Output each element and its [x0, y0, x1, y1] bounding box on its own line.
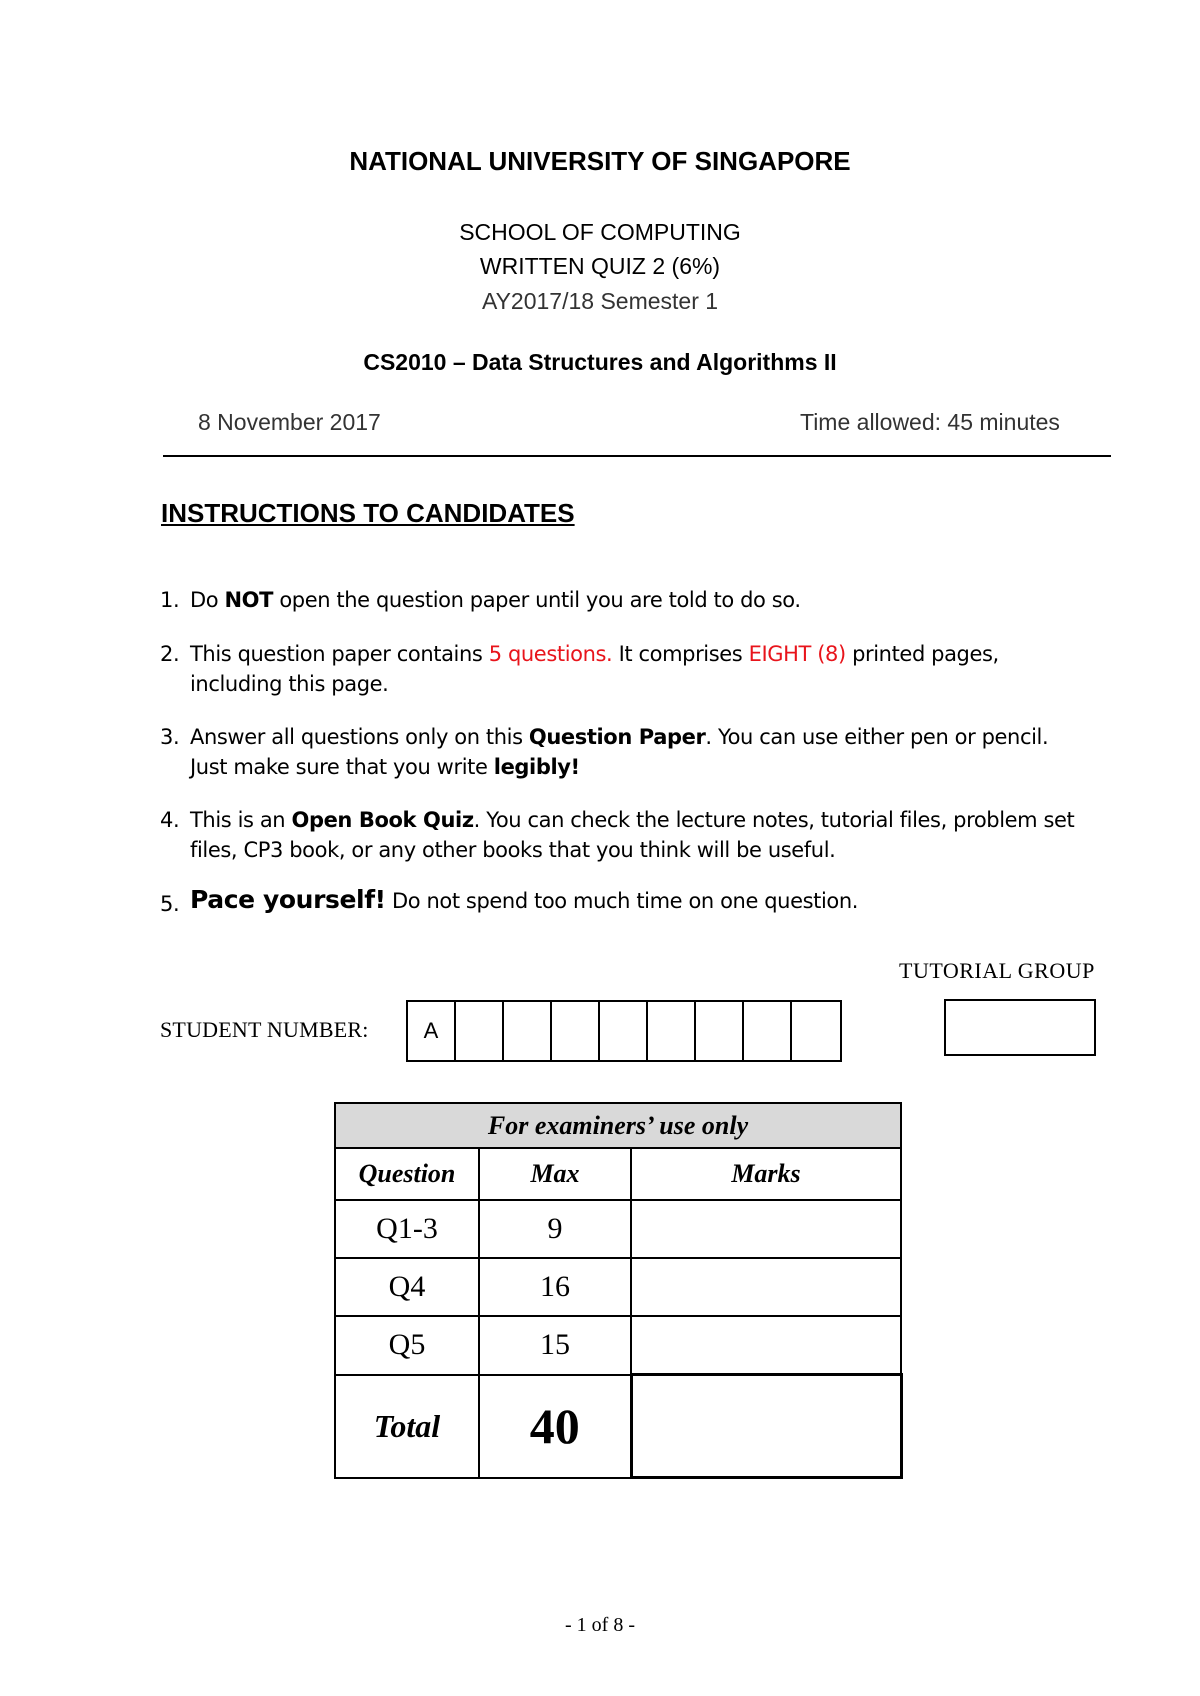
row-max: 16 — [479, 1258, 631, 1316]
instruction-item-5: 5. Pace yourself! Do not spend too much time on one question. — [160, 885, 859, 916]
total-marks-cell[interactable] — [631, 1375, 901, 1478]
student-number-digit-box[interactable] — [648, 1002, 696, 1060]
tutorial-group-label: TUTORIAL GROUP — [899, 958, 1095, 983]
table-row — [335, 1200, 901, 1258]
row-max: 15 — [479, 1316, 631, 1375]
course-title: CS2010 – Data Structures and Algorithms II — [363, 349, 837, 375]
row-max: 9 — [479, 1200, 631, 1258]
instruction-item-4: 4. This is an Open Book Quiz. You can check the lecture notes, tutorial files, problem set files, CP3 book, or any other books that you think will be useful. — [160, 808, 1075, 862]
header-divider — [163, 455, 1111, 457]
row-marks-cell[interactable] — [631, 1258, 901, 1316]
row-question: Q4 — [335, 1258, 479, 1316]
school-name: SCHOOL OF COMPUTING — [459, 219, 741, 245]
column-max: Max — [479, 1148, 631, 1200]
student-number-digit-box[interactable] — [792, 1002, 840, 1060]
row-marks-cell[interactable] — [631, 1316, 901, 1375]
student-number-digit-box[interactable] — [696, 1002, 744, 1060]
row-marks-cell[interactable] — [631, 1200, 901, 1258]
instruction-item-3: 3. Answer all questions only on this Question Paper. You can use either pen or pencil. Just make sure that you write legibly! — [160, 725, 1049, 779]
student-number-digit-box[interactable] — [600, 1002, 648, 1060]
total-label: Total — [335, 1375, 479, 1478]
row-question: Q1-3 — [335, 1200, 479, 1258]
row-question: Q5 — [335, 1316, 479, 1375]
student-number-digit-box[interactable] — [552, 1002, 600, 1060]
student-number-digit-box[interactable] — [744, 1002, 792, 1060]
exam-date: 8 November 2017 — [198, 409, 381, 435]
time-allowed: Time allowed: 45 minutes — [800, 409, 1060, 435]
table-row — [335, 1316, 901, 1375]
instruction-item-2: 2. This question paper contains 5 questions. It comprises EIGHT (8) printed pages, including this page. — [160, 642, 999, 696]
page-number: - 1 of 8 - — [565, 1614, 635, 1636]
total-row — [335, 1375, 901, 1478]
quiz-title: WRITTEN QUIZ 2 (6%) — [479, 253, 721, 279]
total-max: 40 — [479, 1375, 631, 1478]
instruction-item-1: 1. Do NOT open the question paper until you are told to do so. — [160, 588, 801, 612]
instructions-heading: INSTRUCTIONS TO CANDIDATES — [161, 498, 575, 528]
student-number-digit-box[interactable] — [504, 1002, 552, 1060]
student-number-digit-box[interactable] — [456, 1002, 504, 1060]
student-number-prefix: A — [408, 1002, 456, 1060]
student-number-label: STUDENT NUMBER: — [160, 1017, 369, 1042]
table-row — [335, 1258, 901, 1316]
student-number-boxes — [406, 1000, 842, 1062]
column-marks: Marks — [631, 1148, 901, 1200]
examiner-table — [334, 1102, 903, 1479]
tutorial-group-box[interactable] — [944, 999, 1096, 1056]
semester: AY2017/18 Semester 1 — [481, 288, 719, 314]
university-title: NATIONAL UNIVERSITY OF SINGAPORE — [349, 146, 851, 176]
column-question: Question — [335, 1148, 479, 1200]
examiner-table-title: For examiners’ use only — [335, 1103, 901, 1148]
